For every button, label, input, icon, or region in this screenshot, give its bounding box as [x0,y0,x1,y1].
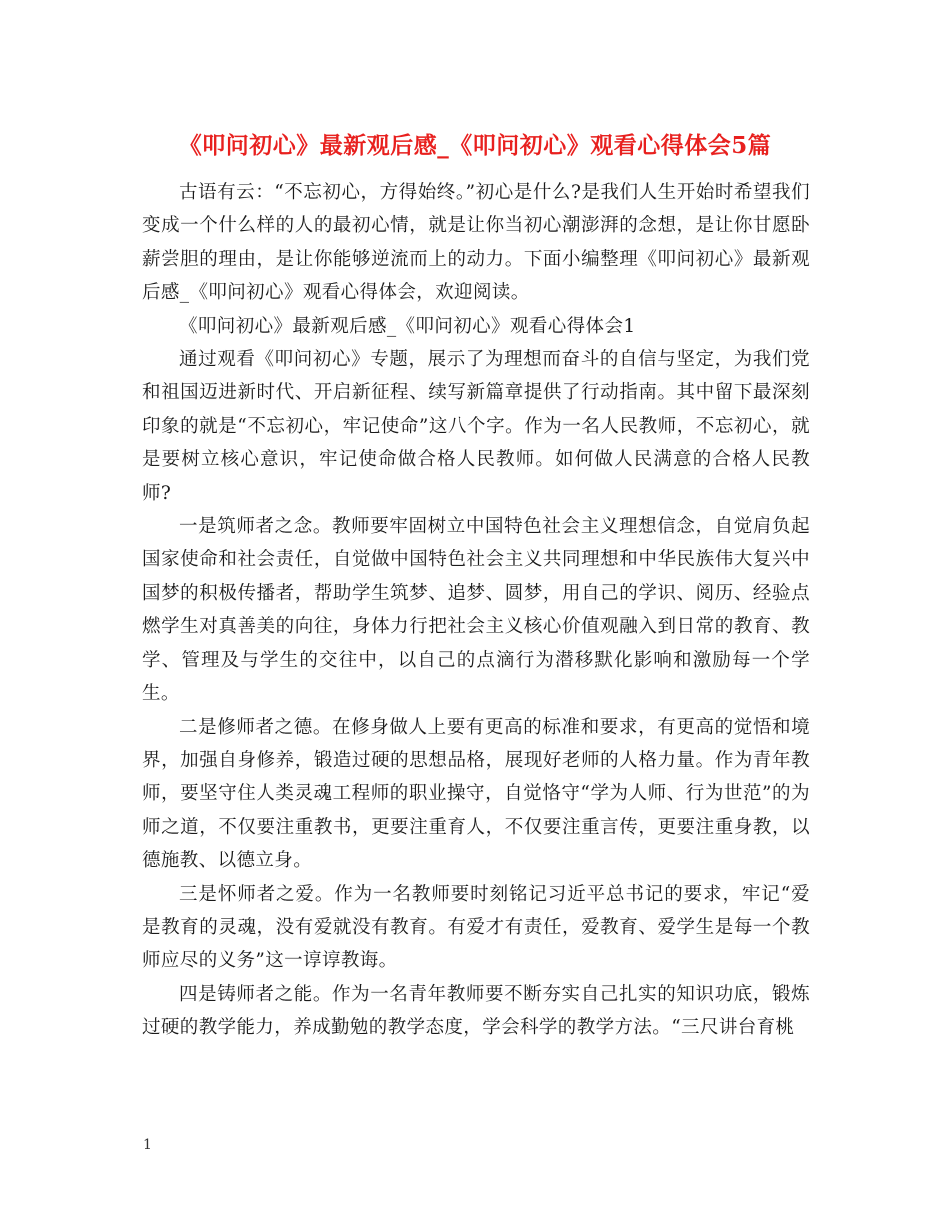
page-number: 1 [143,1137,152,1153]
document-body [142,176,810,1045]
document-title: 《叩问初心》最新观后感_《叩问初心》观看心得体会5篇 [178,132,772,159]
paragraph-point-four: 四是铸师者之能。作为一名青年教师要不断夯实自己扎实的知识功底，锻炼过硬的教学能力，养成勤勉的教学态度，学会科学的教学方法。“三尺讲台育桃 [142,983,810,1039]
paragraph-intro: 古语有云：“不忘初心，方得始终。”初心是什么?是我们人生开始时希望我们变成一个什么样的人的最初心情，就是让你当初心潮澎湃的念想，是让你甘愿卧薪尝胆的理由，是让你能够逆流而上的动力。下面小编整理《叩问初心》最新观后感_《叩问初心》观看心得体会，欢迎阅读。 [142,182,810,304]
paragraph-viewing: 通过观看《叩问初心》专题，展示了为理想而奋斗的自信与坚定，为我们党和祖国迈进新时代、开启新征程、续写新篇章提供了行动指南。其中留下最深刻印象的就是“不忘初心，牢记使命”这八个字。作为一名人民教师，不忘初心，就是要树立核心意识，牢记使命做合格人民教师。如何做人民满意的合格人民教师? [142,349,810,504]
paragraph-subheading: 《叩问初心》最新观后感_《叩问初心》观看心得体会1 [179,315,636,337]
paragraph-point-one: 一是筑师者之念。教师要牢固树立中国特色社会主义理想信念，自觉肩负起国家使命和社会责任，自觉做中国特色社会主义共同理想和中华民族伟大复兴中国梦的积极传播者，帮助学生筑梦、追梦、圆梦，用自己的学识、阅历、经验点燃学生对真善美的向往，身体力行把社会主义核心价值观融入到日常的教育、教学、管理及与学生的交往中，以自己的点滴行为潜移默化影响和激励每一个学生。 [142,516,810,705]
paragraph-point-three: 三是怀师者之爱。作为一名教师要时刻铭记习近平总书记的要求，牢记“爱是教育的灵魂，没有爱就没有教育。有爱才有责任，爱教育、爱学生是每一个教师应尽的义务”这一谆谆教诲。 [142,883,810,972]
paragraph-point-two: 二是修师者之德。在修身做人上要有更高的标准和要求，有更高的觉悟和境界，加强自身修养，锻造过硬的思想品格，展现好老师的人格力量。作为青年教师，要坚守住人类灵魂工程师的职业操守，自觉恪守“学为人师、行为世范”的为师之道，不仅要注重教书，更要注重育人，不仅要注重言传，更要注重身教，以德施教、以德立身。 [142,716,810,872]
